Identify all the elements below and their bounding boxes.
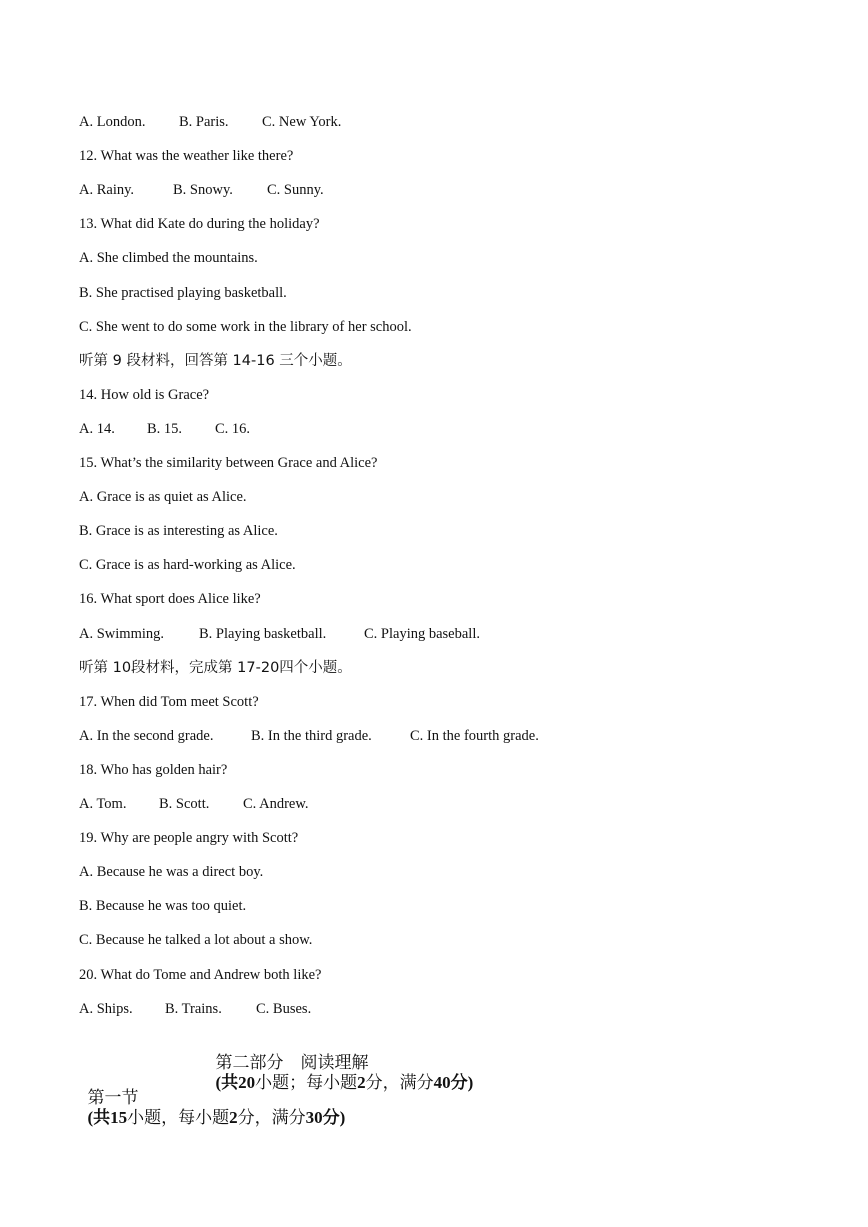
option-item: B. 15. [147, 421, 183, 437]
question-text: 19. Why are people angry with Scott? [79, 830, 299, 846]
option-item: C. New York. [262, 114, 342, 130]
question-text: 14. How old is Grace? [79, 387, 210, 403]
subsection-count: 15 [110, 1108, 128, 1127]
option-item: C. In the fourth grade. [410, 728, 539, 744]
section-title: 阅读理解 [300, 1053, 369, 1073]
section-detail-post: 分) [450, 1073, 474, 1092]
option-item: A. London. [79, 114, 146, 130]
subsection-total: 30 [305, 1108, 323, 1127]
answer-option: A. Because he was a direct boy. [79, 864, 264, 880]
option-item: B. Playing basketball. [199, 626, 327, 642]
section-points: 2 [357, 1073, 366, 1092]
subsection-detail-mid: 小题，每小题 [127, 1108, 230, 1128]
question-text: 17. When did Tom meet Scott? [79, 694, 259, 710]
option-item: B. Trains. [165, 1001, 222, 1017]
option-item: B. Paris. [179, 114, 229, 130]
subsection-detail-pre: (共 [87, 1108, 111, 1127]
option-item: C. Sunny. [267, 182, 324, 198]
option-item: A. Rainy. [79, 182, 135, 198]
subsection-points: 2 [229, 1108, 238, 1127]
answer-option: A. She climbed the mountains. [79, 250, 258, 266]
subsection-heading [79, 1068, 345, 1128]
section-part: 第二部分 [215, 1053, 284, 1073]
section-detail-pre: (共 [215, 1073, 239, 1092]
question-text: 16. What sport does Alice like? [79, 591, 261, 607]
answer-option: C. Grace is as hard-working as Alice. [79, 557, 296, 573]
answer-option: B. Grace is as interesting as Alice. [79, 523, 278, 539]
option-item: B. Scott. [159, 796, 210, 812]
answer-option: B. She practised playing basketball. [79, 285, 287, 301]
option-item: A. 14. [79, 421, 115, 437]
option-item: B. Snowy. [173, 182, 233, 198]
question-text: 12. What was the weather like there? [79, 148, 294, 164]
section-detail-mid2: 分，满分 [365, 1073, 434, 1093]
option-item: A. Tom. [79, 796, 127, 812]
question-text: 20. What do Tome and Andrew both like? [79, 967, 322, 983]
question-text: 15. What’s the similarity between Grace and Alice? [79, 455, 378, 471]
listening-instruction: 听第 10段材料，完成第 17-20四个小题。 [79, 660, 352, 676]
subsection-detail-mid2: 分，满分 [237, 1108, 306, 1128]
listening-instruction: 听第 9 段材料，回答第 14-16 三个小题。 [79, 353, 352, 369]
answer-option: C. Because he talked a lot about a show. [79, 932, 313, 948]
option-item: C. 16. [215, 421, 251, 437]
option-item: A. Ships. [79, 1001, 133, 1017]
answer-option: C. She went to do some work in the library of her school. [79, 319, 412, 335]
option-item: A. Swimming. [79, 626, 164, 642]
option-item: C. Andrew. [243, 796, 309, 812]
answer-option: B. Because he was too quiet. [79, 898, 247, 914]
option-item: C. Buses. [256, 1001, 312, 1017]
section-count: 20 [238, 1073, 256, 1092]
section-detail-mid: 小题；每小题 [255, 1073, 358, 1093]
subsection-title: 第一节 [87, 1088, 139, 1108]
question-text: 13. What did Kate do during the holiday? [79, 216, 320, 232]
option-item: A. In the second grade. [79, 728, 214, 744]
section-total: 40 [433, 1073, 451, 1092]
question-text: 18. Who has golden hair? [79, 762, 228, 778]
option-item: B. In the third grade. [251, 728, 372, 744]
option-item: C. Playing baseball. [364, 626, 480, 642]
subsection-detail-post: 分) [322, 1108, 346, 1127]
answer-option: A. Grace is as quiet as Alice. [79, 489, 247, 505]
